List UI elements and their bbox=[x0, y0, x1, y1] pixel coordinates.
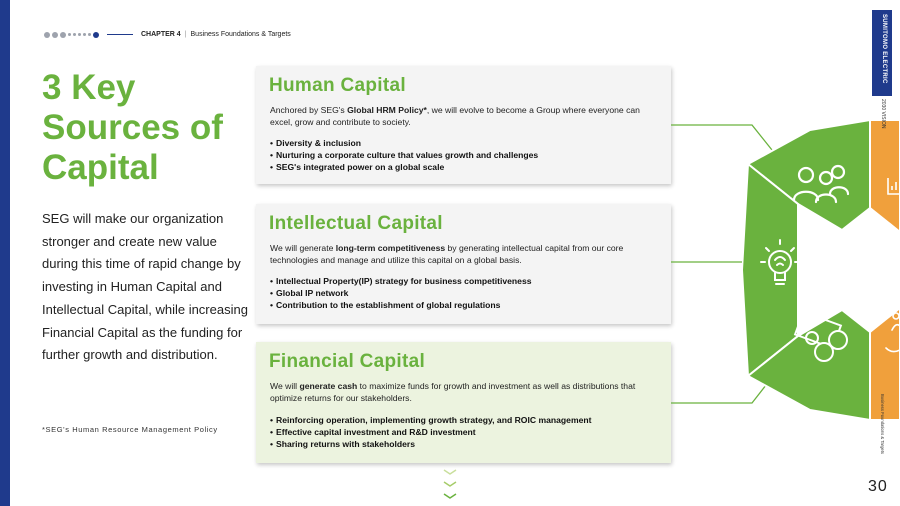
bullet-item: • Global IP network bbox=[270, 287, 532, 299]
bullet-item: • Diversity & inclusion bbox=[270, 137, 538, 149]
bullet-list bbox=[270, 137, 538, 173]
title-line: Sources of bbox=[42, 108, 223, 147]
sidebar-section-label: Business Foundations & Targets bbox=[880, 394, 885, 454]
body-text: to maximize funds for growth and investment as well as distributions that optimize returns for our stakeholders. bbox=[270, 381, 636, 403]
body-text: We will bbox=[270, 381, 300, 391]
chapter-label: CHAPTER 4 bbox=[141, 31, 181, 38]
body-text: , we will evolve to become a Group where everyone can excel, grow and contribute to society. bbox=[270, 105, 640, 127]
bullet-item: • Contribution to the establishment of global regulations bbox=[270, 299, 532, 311]
human-capital-card bbox=[256, 66, 671, 184]
bullet-item: • Reinforcing operation, implementing growth strategy, and ROIC management bbox=[270, 414, 591, 426]
left-accent-bar bbox=[0, 0, 10, 506]
card-title: Intellectual Capital bbox=[269, 213, 443, 234]
body-text: Anchored by SEG's bbox=[270, 105, 348, 115]
brand-name: SUMITOMO ELECTRIC bbox=[881, 14, 887, 84]
body-highlight: long-term competitiveness bbox=[335, 243, 446, 253]
financial-capital-card bbox=[256, 342, 671, 463]
body-highlight: Global HRM Policy* bbox=[347, 105, 427, 115]
bullet-item: • Sharing returns with stakeholders bbox=[270, 438, 591, 450]
card-description bbox=[270, 105, 662, 128]
progress-dot bbox=[68, 33, 71, 36]
intro-text: SEG will make our organization stronger and create new value during this time of rapid change by investing in Human Capital and Intellectual Capital, while increasing Financial Capital as the funding for further growth and distribution. bbox=[42, 211, 248, 363]
progress-dot bbox=[88, 33, 91, 36]
body-text: by generating intellectual capital from our core technologies and manage and utilize this capital on a global basis. bbox=[270, 243, 624, 265]
bullet-list bbox=[270, 275, 532, 311]
card-description bbox=[270, 381, 662, 404]
bullet-item: • Intellectual Property(IP) strategy for business competitiveness bbox=[270, 275, 532, 287]
progress-dot bbox=[60, 32, 66, 38]
progress-dot bbox=[73, 33, 76, 36]
progress-dot bbox=[52, 32, 58, 38]
progress-dot bbox=[83, 33, 86, 36]
breadcrumb bbox=[44, 31, 291, 38]
intellectual-capital-card bbox=[256, 204, 671, 324]
page-number: 30 bbox=[868, 478, 888, 495]
hex-segment-orange-top bbox=[870, 120, 900, 232]
body-text: We will generate bbox=[270, 243, 336, 253]
capital-hexagon-graphic bbox=[742, 120, 900, 420]
progress-dot bbox=[78, 33, 81, 36]
bullet-list bbox=[270, 414, 591, 450]
card-title: Financial Capital bbox=[269, 351, 426, 372]
breadcrumb-line bbox=[107, 34, 133, 35]
body-highlight: generate cash bbox=[299, 381, 358, 391]
title-line: 3 Key bbox=[42, 68, 136, 107]
bullet-item: • Effective capital investment and R&D investment bbox=[270, 426, 591, 438]
bullet-item: • SEG's integrated power on a global scale bbox=[270, 161, 538, 173]
card-description bbox=[270, 243, 662, 266]
bullet-item: • Nurturing a corporate culture that values growth and challenges bbox=[270, 149, 538, 161]
progress-dots bbox=[44, 32, 101, 38]
section-label: Business Foundations & Targets bbox=[190, 31, 291, 38]
title-line: Capital bbox=[42, 148, 159, 187]
card-title: Human Capital bbox=[269, 75, 406, 96]
breadcrumb-separator: | bbox=[184, 31, 187, 38]
vision-label: 2030 VISION bbox=[880, 99, 886, 129]
footnote: *SEG's Human Resource Management Policy bbox=[42, 425, 218, 434]
progress-dot-active bbox=[93, 32, 99, 38]
chevron-down-icon bbox=[440, 468, 460, 504]
progress-dot bbox=[44, 32, 50, 38]
page-title bbox=[42, 68, 242, 188]
